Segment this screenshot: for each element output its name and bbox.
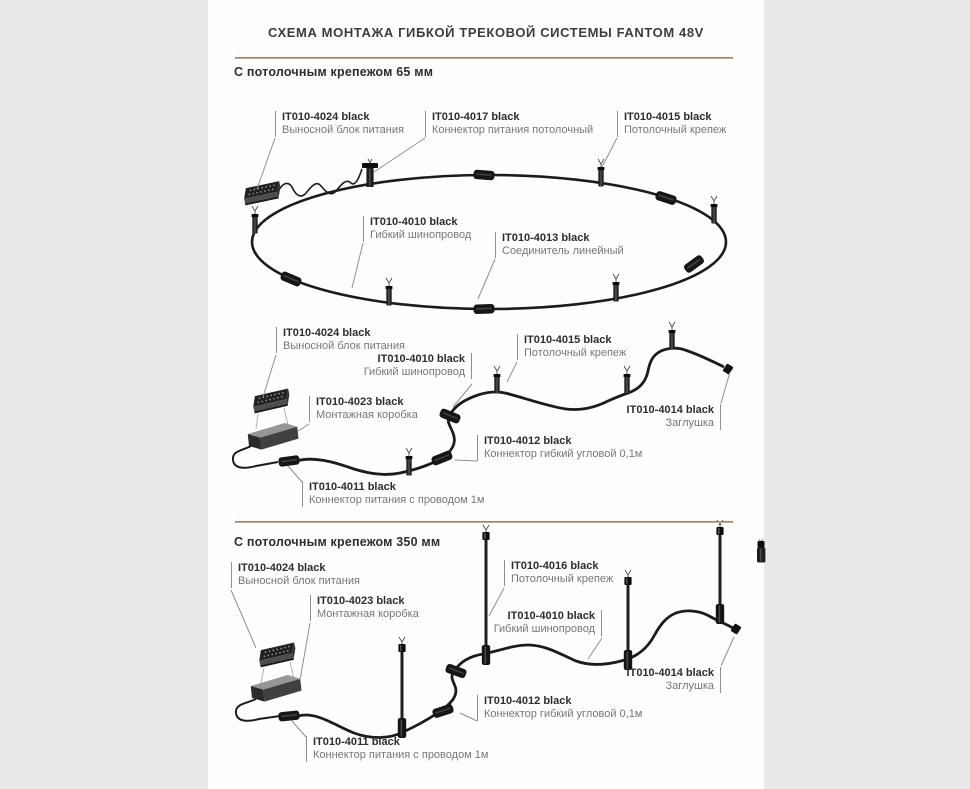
d2-label-4023 [309, 396, 418, 422]
d3-label-4011 [306, 736, 488, 762]
d1-label-4010 [363, 216, 471, 242]
part-desc: Коннектор питания с проводом 1м [313, 749, 489, 761]
part-code: IT010-4012 black [484, 695, 572, 707]
part-desc: Потолочный крепеж [511, 573, 614, 585]
part-code: IT010-4023 black [317, 595, 405, 607]
mounting-box [247, 422, 299, 451]
d2-label-4010 [364, 353, 472, 379]
d2-label-4012 [477, 435, 642, 461]
part-code: IT010-4011 black [313, 736, 400, 748]
linear-connector [473, 304, 494, 314]
part-desc: Гибкий шинопровод [363, 366, 465, 378]
ceiling-mount-65 [406, 448, 413, 476]
part-desc: Выносной блок питания [238, 575, 360, 587]
part-desc: Монтажная коробка [317, 608, 419, 620]
d3-label-4012 [477, 695, 642, 721]
diagram-ring-65mm [242, 159, 726, 314]
d3-label-4016 [504, 560, 613, 586]
section1-heading: С потолочным крепежом 65 мм [234, 65, 434, 79]
d1-label-4013 [495, 232, 624, 258]
linear-connector [279, 271, 302, 288]
part-code: IT010-4010 black [507, 610, 595, 622]
power-supply-unit [242, 181, 283, 205]
power-wire [233, 446, 278, 468]
part-desc: Соединитель линейный [502, 245, 624, 257]
power-supply-unit [257, 642, 298, 667]
ceiling-mount-65 [669, 322, 676, 350]
rod-track-clamp [716, 604, 724, 624]
section1-divider [235, 57, 733, 59]
power-cord [277, 169, 362, 196]
assembly-guide-line [261, 668, 264, 683]
part-code: IT010-4014 black [626, 667, 714, 679]
linear-connector [655, 190, 678, 205]
rod-track-clamp [482, 645, 490, 665]
part-desc: Выносной блок питания [282, 124, 404, 136]
part-code: IT010-4011 black [309, 481, 396, 493]
d3-label-4010 [494, 610, 602, 636]
part-code: IT010-4013 black [502, 232, 590, 244]
section2-divider [235, 521, 733, 523]
part-code: IT010-4015 black [524, 334, 612, 346]
ceiling-mount-65 [711, 196, 718, 224]
part-code: IT010-4012 black [484, 435, 572, 447]
part-desc: Коннектор гибкий угловой 0,1м [484, 448, 643, 460]
rod-top-hook [482, 525, 489, 540]
power-supply-unit [251, 388, 292, 413]
linear-connector [473, 170, 495, 181]
part-desc: Коннектор питания потолочный [432, 124, 594, 136]
part-code: IT010-4015 black [624, 111, 712, 123]
ceiling-mount-65 [613, 274, 620, 302]
d2-label-4011 [302, 481, 484, 507]
part-desc: Коннектор питания с проводом 1м [309, 494, 485, 506]
feed-connector [278, 710, 300, 722]
feed-connector [278, 455, 300, 467]
ceiling-mount-65 [252, 206, 259, 234]
ceiling-mount-65 [386, 278, 393, 306]
ceiling-mount-65 [598, 159, 605, 187]
d3-label-4023 [310, 595, 419, 621]
assembly-guide-line [256, 414, 258, 429]
part-code: IT010-4010 black [370, 216, 458, 228]
part-desc: Гибкий шинопровод [493, 623, 595, 635]
d3-label-4024 [231, 562, 360, 588]
d1-label-4015 [617, 111, 726, 137]
d1-label-4017 [425, 111, 593, 137]
page-title: СХЕМА МОНТАЖА ГИБКОЙ ТРЕКОВОЙ СИСТЕМЫ FANTOM 48V [268, 25, 704, 40]
part-desc: Потолочный крепеж [524, 347, 627, 359]
part-code: IT010-4010 black [377, 353, 465, 365]
end-cap [722, 363, 733, 374]
part-desc: Гибкий шинопровод [370, 229, 472, 241]
d2-label-4024 [276, 327, 405, 353]
mounting-box [250, 674, 302, 703]
spare-rod-fragment [757, 539, 765, 563]
part-desc: Выносной блок питания [283, 340, 405, 352]
part-desc: Заглушка [665, 680, 714, 692]
ceiling-mount-65 [624, 366, 631, 394]
part-code: IT010-4016 black [511, 560, 599, 572]
d3-label-4014 [627, 667, 721, 693]
section2-heading: С потолочным крепежом 350 мм [234, 535, 441, 549]
part-code: IT010-4024 black [282, 111, 370, 123]
rod-track-clamp [398, 718, 406, 738]
corner-connector [439, 408, 462, 425]
part-desc: Заглушка [665, 417, 714, 429]
corner-connector [431, 450, 454, 467]
d2-label-4015 [517, 334, 626, 360]
d1-label-4024 [275, 111, 404, 137]
part-code: IT010-4014 black [626, 404, 714, 416]
part-code: IT010-4024 black [283, 327, 371, 339]
rod-top-hook [398, 637, 405, 652]
ceiling-mount-65 [494, 366, 501, 394]
corner-connector [432, 703, 455, 718]
end-cap [730, 623, 741, 634]
flex-track-ring [252, 175, 726, 309]
assembly-guide-line [284, 408, 288, 425]
power-wire [236, 699, 280, 721]
part-desc: Монтажная коробка [316, 409, 418, 421]
part-desc: Потолочный крепеж [624, 124, 727, 136]
part-code: IT010-4023 black [316, 396, 404, 408]
corner-connector [445, 663, 468, 679]
part-code: IT010-4017 black [432, 111, 520, 123]
d2-label-4014 [627, 404, 721, 430]
part-desc: Коннектор гибкий угловой 0,1м [484, 708, 643, 720]
part-code: IT010-4024 black [238, 562, 326, 574]
rod-top-hook [624, 570, 631, 585]
